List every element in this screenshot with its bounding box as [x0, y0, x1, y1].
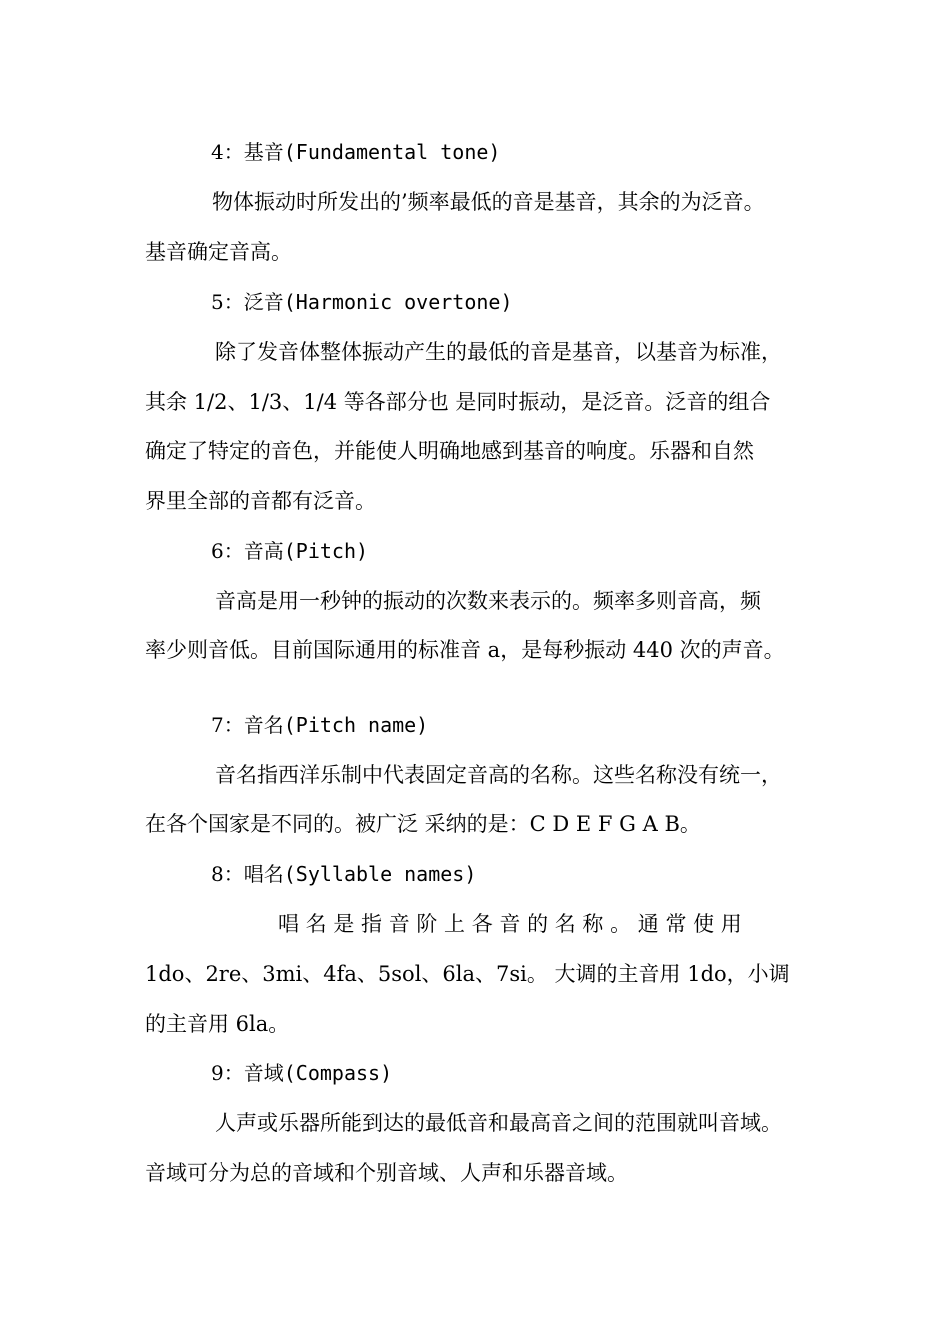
- section-4-heading-english: (Fundamental tone): [283, 140, 501, 164]
- section-4-line-2: 基音确定音高。: [145, 240, 292, 264]
- section-9-heading-english: (Compass): [283, 1061, 393, 1085]
- section-4-line-1: 物体振动时所发出的’频率最低的音是基音，其余的为泛音。: [212, 190, 765, 214]
- section-5-heading-english: (Harmonic overtone): [283, 290, 513, 314]
- section-8-heading-english: (Syllable names): [283, 862, 477, 886]
- section-8-heading-number: 8：唱名: [211, 862, 284, 886]
- section-5-line-3: 确定了特定的音色，并能使人明确地感到基音的响度。乐器和自然: [145, 439, 754, 463]
- section-9-line-1: 人声或乐器所能到达的最低音和最高音之间的范围就叫音域。: [215, 1111, 782, 1135]
- section-5-line-4: 界里全部的音都有泛音。: [145, 489, 376, 513]
- section-8-line-2: 1do、2re、3mi、4fa、5sol、6la、7si。 大调的主音用 1do，小调: [145, 962, 790, 986]
- section-6-heading-english: (Pitch): [283, 539, 369, 563]
- section-9-line-2: 音域可分为总的音域和个别音域、人声和乐器音域。: [145, 1161, 628, 1185]
- section-9-heading-number: 9：音域: [211, 1061, 284, 1085]
- section-5-heading: [211, 288, 513, 316]
- section-5-line-1: 除了发音体整体振动产生的最低的音是基音，以基音为标准，: [215, 340, 782, 364]
- section-7-heading-english: (Pitch name): [283, 713, 429, 737]
- section-8-line-3: 的主音用 6la。: [145, 1012, 290, 1036]
- section-7-heading: [211, 711, 428, 739]
- section-6-heading-number: 6：音高: [211, 539, 284, 563]
- section-8-heading: [211, 860, 476, 888]
- section-6-heading: [211, 537, 368, 565]
- section-9-heading: [211, 1059, 392, 1087]
- section-7-heading-number: 7：音名: [211, 713, 284, 737]
- section-5-heading-number: 5：泛音: [211, 290, 284, 314]
- section-8-line-1: 唱 名 是 指 音 阶 上 各 音 的 名 称 。 通 常 使 用: [278, 912, 742, 936]
- section-6-line-2: 率少则音低。目前国际通用的标准音 a，是每秒振动 440 次的声音。: [145, 638, 785, 662]
- section-7-line-1: 音名指西洋乐制中代表固定音高的名称。这些名称没有统一，: [215, 763, 782, 787]
- section-7-line-2: 在各个国家是不同的。被广泛 采纳的是：C D E F G A B。: [145, 812, 701, 836]
- section-4-heading: [211, 138, 500, 166]
- section-6-line-1: 音高是用一秒钟的振动的次数来表示的。频率多则音高，频: [215, 589, 761, 613]
- section-4-heading-number: 4：基音: [211, 140, 284, 164]
- section-5-line-2: 其余 1/2、1/3、1/4 等各部分也 是同时振动，是泛音。泛音的组合: [145, 390, 771, 414]
